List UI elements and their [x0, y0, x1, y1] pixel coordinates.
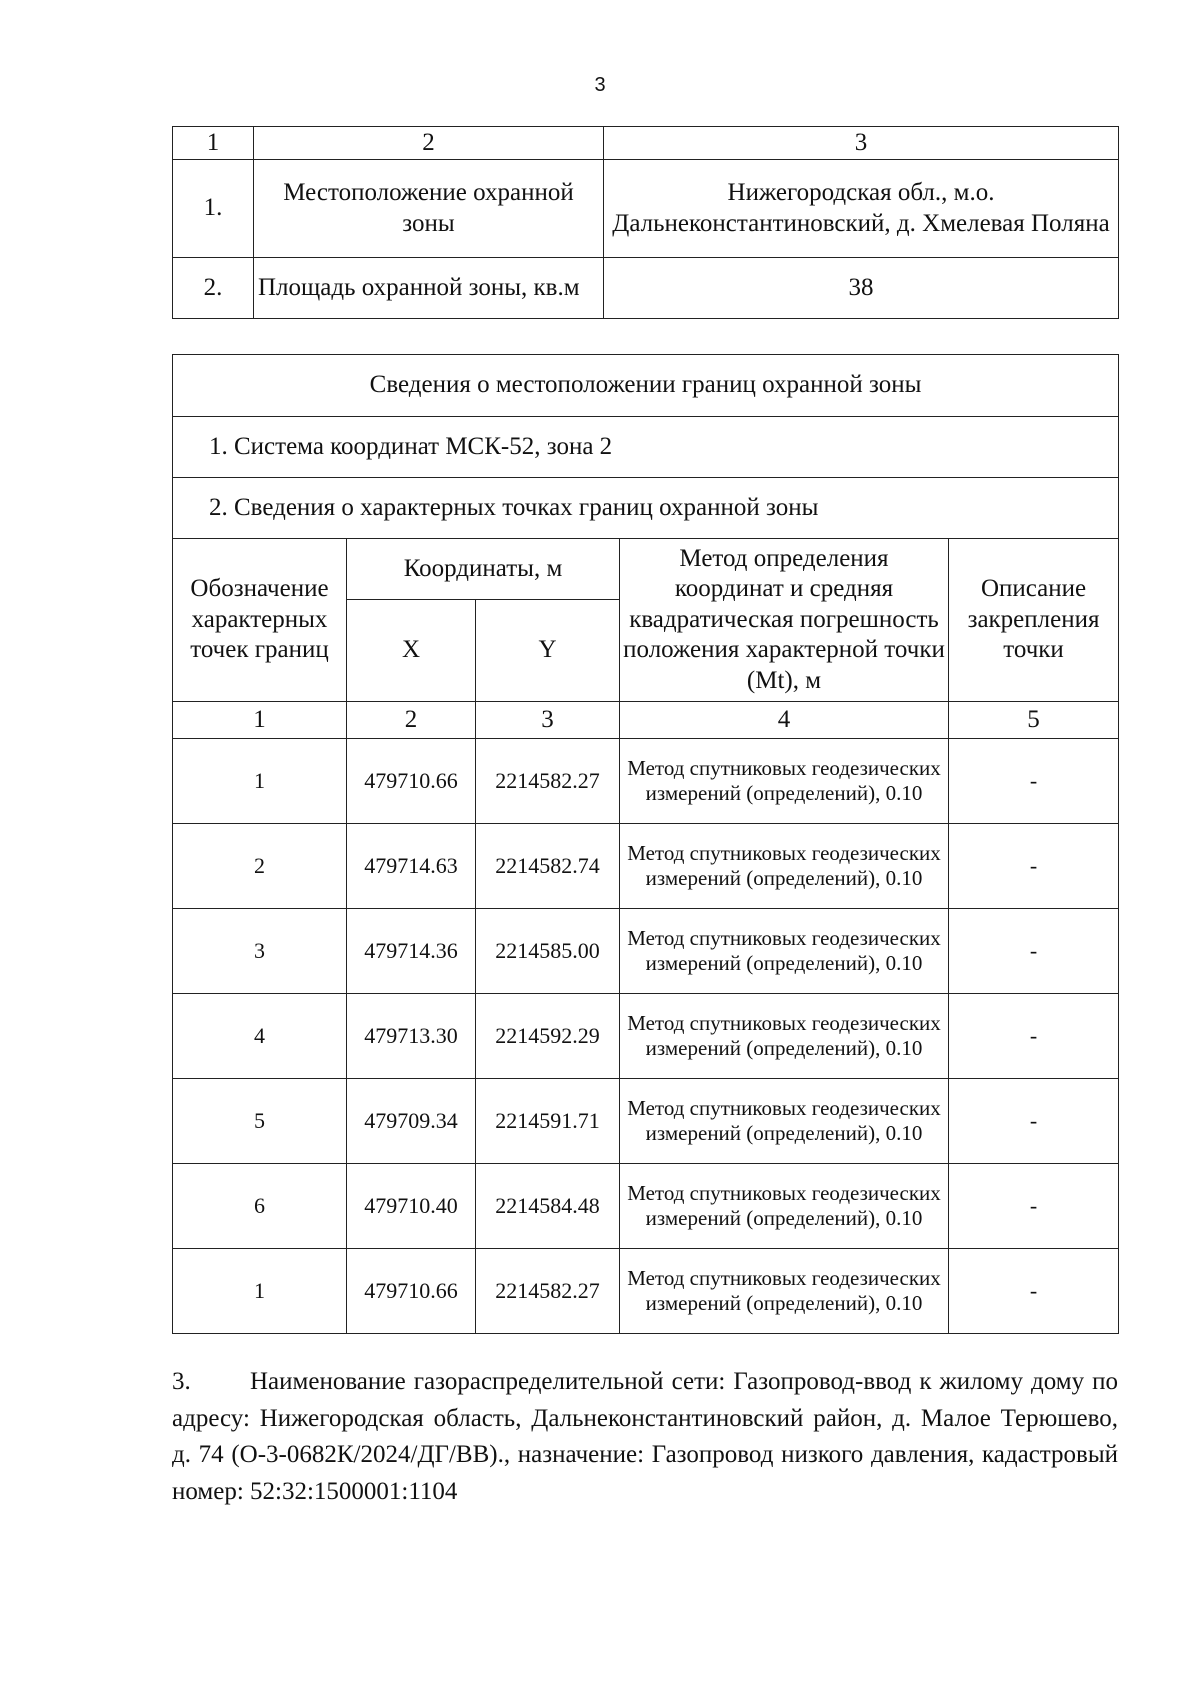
- point-number: 4: [173, 994, 347, 1079]
- table-row: [173, 1249, 1119, 1334]
- coordinate-system: 1. Система координат МСК-52, зона 2: [173, 417, 1119, 478]
- paragraph-text: Наименование газораспределительной сети: Газопровод-ввод к жилому дому по адресу: Нижегородская область, Дальнеконстантиновский район, д. Малое Терюшево, д. 74 (О-3-0682К/2024/ДГ/ВВ)., назначение: Газопровод низкого давления, кадастровый номер: 52:32:1500001:1104: [172, 1368, 1118, 1505]
- row-value: 38: [604, 258, 1119, 319]
- row-number: 1.: [173, 160, 254, 258]
- method-cell: Метод спутниковых геодезических измерений (определений), 0.10: [620, 994, 949, 1079]
- zone-info-table: [172, 126, 1119, 319]
- column-number: 5: [949, 702, 1119, 739]
- paragraph-number: 3.: [172, 1368, 191, 1395]
- description-cell: -: [949, 1249, 1119, 1334]
- point-number: 6: [173, 1164, 347, 1249]
- coord-x: 479710.40: [347, 1164, 476, 1249]
- header-cell: 3: [604, 127, 1119, 160]
- coord-x: 479713.30: [347, 994, 476, 1079]
- table-row: [173, 909, 1119, 994]
- point-number: 2: [173, 824, 347, 909]
- description-cell: -: [949, 1079, 1119, 1164]
- point-number: 3: [173, 909, 347, 994]
- column-number: 4: [620, 702, 949, 739]
- method-cell: Метод спутниковых геодезических измерений (определений), 0.10: [620, 1249, 949, 1334]
- point-number: 1: [173, 739, 347, 824]
- header-cell: 2: [254, 127, 604, 160]
- method-cell: Метод спутниковых геодезических измерений (определений), 0.10: [620, 909, 949, 994]
- col-header-designation: Обозначение характерных точек границ: [173, 539, 347, 702]
- table-row: [173, 739, 1119, 824]
- column-number: 3: [476, 702, 620, 739]
- gas-network-paragraph: [172, 1364, 1118, 1510]
- row-label: Местоположение охранной зоны: [254, 160, 604, 258]
- method-cell: Метод спутниковых геодезических измерений (определений), 0.10: [620, 1164, 949, 1249]
- coord-x: 479714.36: [347, 909, 476, 994]
- description-cell: -: [949, 994, 1119, 1079]
- coord-y: 2214582.27: [476, 1249, 620, 1334]
- coord-y: 2214584.48: [476, 1164, 620, 1249]
- coord-x: 479714.63: [347, 824, 476, 909]
- description-cell: -: [949, 909, 1119, 994]
- coord-y: 2214591.71: [476, 1079, 620, 1164]
- point-number: 1: [173, 1249, 347, 1334]
- table-header-row: [173, 127, 1119, 160]
- col-header-coordinates: Координаты, м: [347, 539, 620, 600]
- col-header-description: Описание закрепления точки: [949, 539, 1119, 702]
- row-label: Площадь охранной зоны, кв.м: [254, 258, 604, 319]
- row-value: Нижегородская обл., м.о. Дальнеконстантиновский, д. Хмелевая Поляна: [604, 160, 1119, 258]
- table-row: [173, 1079, 1119, 1164]
- boundary-points-table: [172, 354, 1119, 1334]
- coord-x: 479710.66: [347, 1249, 476, 1334]
- table-title: Сведения о местоположении границ охранной зоны: [173, 355, 1119, 417]
- column-number: 2: [347, 702, 476, 739]
- coord-x: 479710.66: [347, 739, 476, 824]
- header-cell: 1: [173, 127, 254, 160]
- column-number-row: [173, 702, 1119, 739]
- method-cell: Метод спутниковых геодезических измерений (определений), 0.10: [620, 739, 949, 824]
- method-cell: Метод спутниковых геодезических измерений (определений), 0.10: [620, 824, 949, 909]
- coord-y: 2214592.29: [476, 994, 620, 1079]
- col-header-y: Y: [476, 600, 620, 702]
- table-row: [173, 994, 1119, 1079]
- row-number: 2.: [173, 258, 254, 319]
- coord-y: 2214582.27: [476, 739, 620, 824]
- description-cell: -: [949, 824, 1119, 909]
- table-subtitle: 2. Сведения о характерных точках границ охранной зоны: [173, 478, 1119, 539]
- table-row: [173, 258, 1119, 319]
- method-cell: Метод спутниковых геодезических измерений (определений), 0.10: [620, 1079, 949, 1164]
- description-cell: -: [949, 739, 1119, 824]
- coord-x: 479709.34: [347, 1079, 476, 1164]
- point-number: 5: [173, 1079, 347, 1164]
- col-header-method: Метод определения координат и средняя квадратическая погрешность положения характерной точки (Mt), м: [620, 539, 949, 702]
- table-row: [173, 160, 1119, 258]
- coord-y: 2214585.00: [476, 909, 620, 994]
- col-header-x: X: [347, 600, 476, 702]
- column-number: 1: [173, 702, 347, 739]
- table-row: [173, 824, 1119, 909]
- description-cell: -: [949, 1164, 1119, 1249]
- coord-y: 2214582.74: [476, 824, 620, 909]
- page-number: 3: [594, 74, 606, 96]
- table-row: [173, 1164, 1119, 1249]
